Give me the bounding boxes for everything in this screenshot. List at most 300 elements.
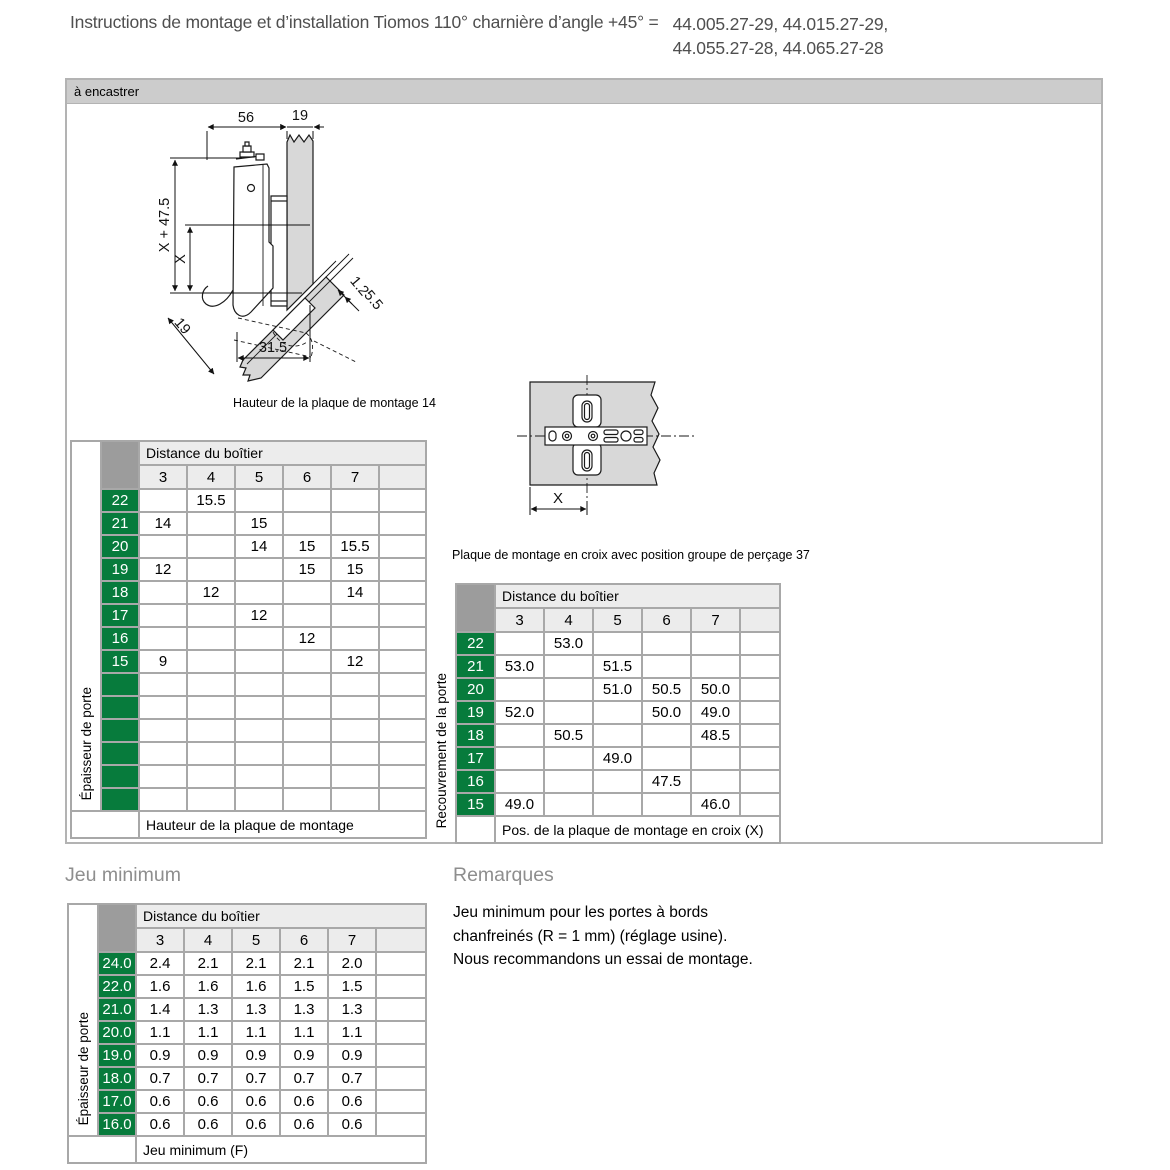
data-cell <box>139 788 187 811</box>
data-cell <box>187 719 235 742</box>
data-cell <box>187 788 235 811</box>
row-header-cell: 22 <box>456 632 495 655</box>
table-row <box>456 747 780 770</box>
data-cell <box>283 765 331 788</box>
data-cell: 0.6 <box>232 1090 280 1113</box>
row-header-cell <box>101 696 139 719</box>
table-row <box>71 719 426 742</box>
product-codes-line1: 44.005.27-29, 44.015.27-29, <box>672 14 889 34</box>
data-cell <box>379 673 426 696</box>
row-header-cell: 22 <box>101 489 139 512</box>
data-cell <box>691 655 740 678</box>
data-cell <box>187 604 235 627</box>
data-cell <box>139 673 187 696</box>
table-row <box>71 742 426 765</box>
data-cell: 9 <box>139 650 187 673</box>
data-cell <box>376 975 426 998</box>
data-cell <box>691 632 740 655</box>
data-cell: 0.9 <box>136 1044 184 1067</box>
data-cell <box>379 765 426 788</box>
column-header-cell: 3 <box>136 928 184 952</box>
data-cell: 0.9 <box>280 1044 328 1067</box>
data-cell: 12 <box>187 581 235 604</box>
table-row <box>71 558 426 581</box>
data-cell <box>187 535 235 558</box>
data-cell <box>283 604 331 627</box>
data-cell <box>544 747 593 770</box>
data-cell <box>593 724 642 747</box>
data-cell: 0.7 <box>232 1067 280 1090</box>
data-cell: 1.5 <box>328 975 376 998</box>
column-header-cell: 4 <box>187 465 235 489</box>
table-side-label: Épaisseur de porte <box>78 686 94 800</box>
column-header-cell: 5 <box>593 608 642 632</box>
data-cell: 0.6 <box>280 1090 328 1113</box>
product-codes <box>673 12 888 60</box>
row-header-cell <box>101 765 139 788</box>
jeu-minimum-heading: Jeu minimum <box>65 864 181 886</box>
data-cell <box>187 742 235 765</box>
arm-screw-hole <box>248 185 255 192</box>
data-cell <box>376 1067 426 1090</box>
table-row <box>71 535 426 558</box>
data-cell <box>331 673 379 696</box>
row-header-cell <box>101 742 139 765</box>
data-cell <box>139 581 187 604</box>
data-cell: 0.6 <box>280 1113 328 1136</box>
table-header-title: Distance du boîtier <box>139 441 426 465</box>
row-header-cell: 17 <box>456 747 495 770</box>
footer-spacer-cell <box>71 811 139 838</box>
row-header-cell: 18 <box>101 581 139 604</box>
column-header-cell: 4 <box>544 608 593 632</box>
dim-19-top-label: 19 <box>291 108 309 124</box>
column-header-cell <box>740 608 780 632</box>
data-cell <box>139 719 187 742</box>
data-cell <box>235 765 283 788</box>
data-cell: 1.6 <box>136 975 184 998</box>
column-header-cell <box>376 928 426 952</box>
data-cell <box>376 998 426 1021</box>
page-title-label: Instructions de montage et d’installation Tiomos 110° charnière d’angle +45° = <box>70 12 659 32</box>
table-row <box>71 581 426 604</box>
data-cell <box>139 765 187 788</box>
data-cell <box>740 701 780 724</box>
data-cell <box>740 747 780 770</box>
data-cell <box>642 632 691 655</box>
table-row <box>68 1021 426 1044</box>
table-row <box>456 793 780 816</box>
table-header-row <box>456 584 780 608</box>
table-header-title: Distance du boîtier <box>136 904 426 928</box>
data-cell <box>376 952 426 975</box>
table-hauteur-plaque <box>70 440 427 839</box>
table-footer-label: Hauteur de la plaque de montage <box>139 811 426 838</box>
data-cell: 2.4 <box>136 952 184 975</box>
data-cell: 50.0 <box>642 701 691 724</box>
table-row <box>71 604 426 627</box>
data-cell: 0.6 <box>136 1090 184 1113</box>
data-cell: 1.3 <box>232 998 280 1021</box>
data-cell <box>331 604 379 627</box>
data-cell <box>187 512 235 535</box>
table-row <box>71 696 426 719</box>
data-cell <box>495 770 544 793</box>
data-cell <box>544 678 593 701</box>
dim-55-label: 5.5 <box>360 287 386 314</box>
dim-x475-label: X + 47.5 <box>157 197 173 253</box>
data-cell <box>379 558 426 581</box>
table-row <box>456 655 780 678</box>
remarques-line: chanfreinés (R = 1 mm) (réglage usine). <box>453 927 728 945</box>
column-header-cell: 7 <box>328 928 376 952</box>
data-cell <box>331 765 379 788</box>
data-cell <box>235 581 283 604</box>
data-cell <box>495 632 544 655</box>
data-cell: 49.0 <box>593 747 642 770</box>
hinge-technical-drawing <box>130 100 475 410</box>
data-cell: 46.0 <box>691 793 740 816</box>
data-cell <box>283 581 331 604</box>
data-cell <box>283 696 331 719</box>
column-header-cell: 6 <box>642 608 691 632</box>
data-cell: 15 <box>331 558 379 581</box>
data-cell: 1.5 <box>280 975 328 998</box>
data-cell: 1.3 <box>184 998 232 1021</box>
row-header-cell: 24.0 <box>98 952 136 975</box>
data-cell: 1.3 <box>280 998 328 1021</box>
data-cell <box>283 512 331 535</box>
table-corner-cell <box>98 904 136 952</box>
table-row <box>71 765 426 788</box>
table-row <box>71 512 426 535</box>
footer-spacer-cell <box>68 1136 136 1163</box>
row-header-cell: 19 <box>101 558 139 581</box>
table-footer-row <box>68 1136 426 1163</box>
data-cell: 48.5 <box>691 724 740 747</box>
table-footer-label: Jeu minimum (F) <box>136 1136 426 1163</box>
row-header-cell: 16.0 <box>98 1113 136 1136</box>
remarques-text <box>453 901 753 972</box>
data-cell: 1.6 <box>184 975 232 998</box>
data-cell: 1.1 <box>136 1021 184 1044</box>
data-cell <box>379 742 426 765</box>
dim-315-label: 31.5 <box>258 340 288 356</box>
data-cell <box>544 793 593 816</box>
table-subheader-row <box>456 608 780 632</box>
data-cell: 0.7 <box>280 1067 328 1090</box>
data-cell <box>379 719 426 742</box>
data-cell: 0.6 <box>136 1113 184 1136</box>
data-cell: 0.6 <box>328 1090 376 1113</box>
data-cell <box>379 604 426 627</box>
data-cell: 15 <box>283 558 331 581</box>
row-header-cell: 16 <box>456 770 495 793</box>
data-cell <box>187 696 235 719</box>
data-cell: 50.5 <box>544 724 593 747</box>
data-cell <box>235 673 283 696</box>
data-cell: 49.0 <box>495 793 544 816</box>
data-cell <box>691 770 740 793</box>
row-header-cell: 15 <box>456 793 495 816</box>
data-cell: 0.9 <box>328 1044 376 1067</box>
data-cell <box>495 678 544 701</box>
data-cell <box>235 742 283 765</box>
data-cell <box>331 696 379 719</box>
data-cell <box>331 742 379 765</box>
data-cell: 0.6 <box>184 1090 232 1113</box>
data-cell: 2.1 <box>232 952 280 975</box>
data-cell: 15.5 <box>187 489 235 512</box>
data-cell: 0.9 <box>232 1044 280 1067</box>
column-header-cell: 3 <box>495 608 544 632</box>
data-cell: 12 <box>235 604 283 627</box>
data-cell <box>495 747 544 770</box>
data-table <box>70 440 427 839</box>
data-cell: 2.0 <box>328 952 376 975</box>
data-cell: 0.9 <box>184 1044 232 1067</box>
data-table <box>455 583 781 844</box>
row-header-cell: 20.0 <box>98 1021 136 1044</box>
table-header-title: Distance du boîtier <box>495 584 780 608</box>
data-cell <box>331 788 379 811</box>
data-cell <box>740 724 780 747</box>
cabinet-panel <box>287 135 313 310</box>
data-cell <box>187 673 235 696</box>
data-cell <box>593 701 642 724</box>
row-header-cell: 17.0 <box>98 1090 136 1113</box>
data-cell: 12 <box>331 650 379 673</box>
data-cell <box>740 770 780 793</box>
data-cell <box>187 765 235 788</box>
data-cell <box>544 770 593 793</box>
data-table <box>67 903 427 1164</box>
data-cell <box>139 742 187 765</box>
data-cell: 2.1 <box>184 952 232 975</box>
data-cell <box>139 627 187 650</box>
data-cell <box>379 512 426 535</box>
table-corner-cell <box>101 441 139 489</box>
data-cell: 15 <box>235 512 283 535</box>
dim-19-door-label: 19 <box>170 315 194 338</box>
column-header-cell <box>379 465 426 489</box>
data-cell: 12 <box>139 558 187 581</box>
table-row <box>456 724 780 747</box>
data-cell <box>283 650 331 673</box>
page-title <box>70 12 888 60</box>
data-cell: 15.5 <box>331 535 379 558</box>
data-cell <box>235 788 283 811</box>
data-cell <box>283 489 331 512</box>
data-cell: 50.0 <box>691 678 740 701</box>
row-header-cell: 19.0 <box>98 1044 136 1067</box>
data-cell <box>283 673 331 696</box>
data-cell <box>740 678 780 701</box>
row-header-cell: 20 <box>101 535 139 558</box>
data-cell <box>139 489 187 512</box>
data-cell: 1.1 <box>232 1021 280 1044</box>
column-header-cell: 7 <box>691 608 740 632</box>
table-row <box>71 788 426 811</box>
data-cell <box>379 535 426 558</box>
data-cell <box>235 696 283 719</box>
footer-spacer-cell <box>456 816 495 843</box>
data-cell <box>376 1113 426 1136</box>
data-cell: 51.5 <box>593 655 642 678</box>
table-corner-cell <box>456 584 495 632</box>
data-cell: 53.0 <box>544 632 593 655</box>
data-cell <box>376 1021 426 1044</box>
data-cell <box>283 742 331 765</box>
column-header-cell: 6 <box>283 465 331 489</box>
table-row <box>68 1044 426 1067</box>
data-cell <box>235 489 283 512</box>
data-cell <box>235 719 283 742</box>
data-cell <box>544 655 593 678</box>
data-cell <box>139 604 187 627</box>
data-cell <box>235 558 283 581</box>
data-cell <box>331 719 379 742</box>
column-header-cell: 3 <box>139 465 187 489</box>
data-cell <box>235 650 283 673</box>
data-cell <box>740 655 780 678</box>
data-cell <box>495 724 544 747</box>
data-cell <box>379 489 426 512</box>
table-row <box>68 952 426 975</box>
data-cell <box>139 696 187 719</box>
adjustment-screw <box>236 142 264 160</box>
data-cell <box>740 793 780 816</box>
data-cell <box>740 632 780 655</box>
table-row <box>68 1090 426 1113</box>
table-side-label: Recouvrement de la porte <box>433 672 449 828</box>
row-header-cell: 21 <box>101 512 139 535</box>
row-header-cell <box>101 673 139 696</box>
data-cell: 0.6 <box>232 1113 280 1136</box>
table-side-cell <box>68 904 98 1136</box>
data-cell: 1.1 <box>328 1021 376 1044</box>
data-cell <box>379 627 426 650</box>
data-cell: 1.3 <box>328 998 376 1021</box>
row-header-cell: 19 <box>456 701 495 724</box>
table-row <box>71 489 426 512</box>
data-cell: 53.0 <box>495 655 544 678</box>
remarques-line: Jeu minimum pour les portes à bords <box>453 904 709 921</box>
table-row <box>456 770 780 793</box>
row-header-cell: 16 <box>101 627 139 650</box>
data-cell: 14 <box>235 535 283 558</box>
data-cell <box>283 788 331 811</box>
data-cell <box>642 655 691 678</box>
data-cell: 15 <box>283 535 331 558</box>
data-cell: 14 <box>331 581 379 604</box>
section-banner-label: à encastrer <box>74 84 140 99</box>
table-header-row <box>68 904 426 928</box>
data-cell: 51.0 <box>593 678 642 701</box>
column-header-cell: 5 <box>232 928 280 952</box>
table-row <box>68 1113 426 1136</box>
data-cell: 47.5 <box>642 770 691 793</box>
data-cell <box>593 793 642 816</box>
data-cell <box>379 696 426 719</box>
data-cell <box>187 627 235 650</box>
data-cell <box>642 724 691 747</box>
table-row <box>68 998 426 1021</box>
data-cell: 50.5 <box>642 678 691 701</box>
data-cell <box>235 627 283 650</box>
table-jeu-minimum <box>67 903 427 1164</box>
data-cell: 0.7 <box>136 1067 184 1090</box>
row-header-cell: 21 <box>456 655 495 678</box>
table-recouvrement <box>455 583 781 844</box>
data-cell <box>593 632 642 655</box>
data-cell: 0.6 <box>184 1113 232 1136</box>
table-row <box>71 627 426 650</box>
data-cell: 12 <box>283 627 331 650</box>
row-header-cell <box>101 719 139 742</box>
row-header-cell: 15 <box>101 650 139 673</box>
data-cell: 1.6 <box>232 975 280 998</box>
data-cell: 1.4 <box>136 998 184 1021</box>
table-side-cell <box>71 441 101 811</box>
data-cell <box>642 793 691 816</box>
table-row <box>68 1067 426 1090</box>
data-cell <box>331 489 379 512</box>
data-cell: 1.1 <box>184 1021 232 1044</box>
data-cell: 0.7 <box>328 1067 376 1090</box>
data-cell <box>187 650 235 673</box>
dim-12-label: 1.2 <box>346 273 372 300</box>
data-cell: 1.1 <box>280 1021 328 1044</box>
row-header-cell: 17 <box>101 604 139 627</box>
table-row <box>71 650 426 673</box>
dim-x-label: X <box>552 490 564 507</box>
dim-x-label: X <box>173 254 189 264</box>
table-row <box>456 701 780 724</box>
remarques-line: Nous recommandons un essai de montage. <box>453 951 753 968</box>
column-header-cell: 4 <box>184 928 232 952</box>
column-header-cell: 7 <box>331 465 379 489</box>
table-footer-label: Pos. de la plaque de montage en croix (X) <box>495 816 780 843</box>
row-header-cell: 21.0 <box>98 998 136 1021</box>
table-footer-row <box>71 811 426 838</box>
table-row <box>71 673 426 696</box>
data-cell <box>331 627 379 650</box>
data-cell: 14 <box>139 512 187 535</box>
data-cell <box>379 788 426 811</box>
table-row <box>456 678 780 701</box>
row-header-cell: 18.0 <box>98 1067 136 1090</box>
data-cell <box>376 1090 426 1113</box>
data-cell: 52.0 <box>495 701 544 724</box>
data-cell: 2.1 <box>280 952 328 975</box>
table-footer-row <box>456 816 780 843</box>
remarques-heading: Remarques <box>453 864 554 886</box>
data-cell: 0.6 <box>328 1113 376 1136</box>
row-header-cell: 18 <box>456 724 495 747</box>
data-cell <box>379 650 426 673</box>
row-header-cell: 22.0 <box>98 975 136 998</box>
data-cell <box>283 719 331 742</box>
table-side-label: Épaisseur de porte <box>75 1011 91 1125</box>
table-header-row <box>71 441 426 465</box>
data-cell <box>139 535 187 558</box>
data-cell <box>544 701 593 724</box>
product-codes-line2: 44.055.27-28, 44.065.27-28 <box>672 38 884 58</box>
data-cell <box>331 512 379 535</box>
row-header-cell: 20 <box>456 678 495 701</box>
drawing2-caption: Plaque de montage en croix avec position groupe de perçage 37 <box>452 548 810 562</box>
